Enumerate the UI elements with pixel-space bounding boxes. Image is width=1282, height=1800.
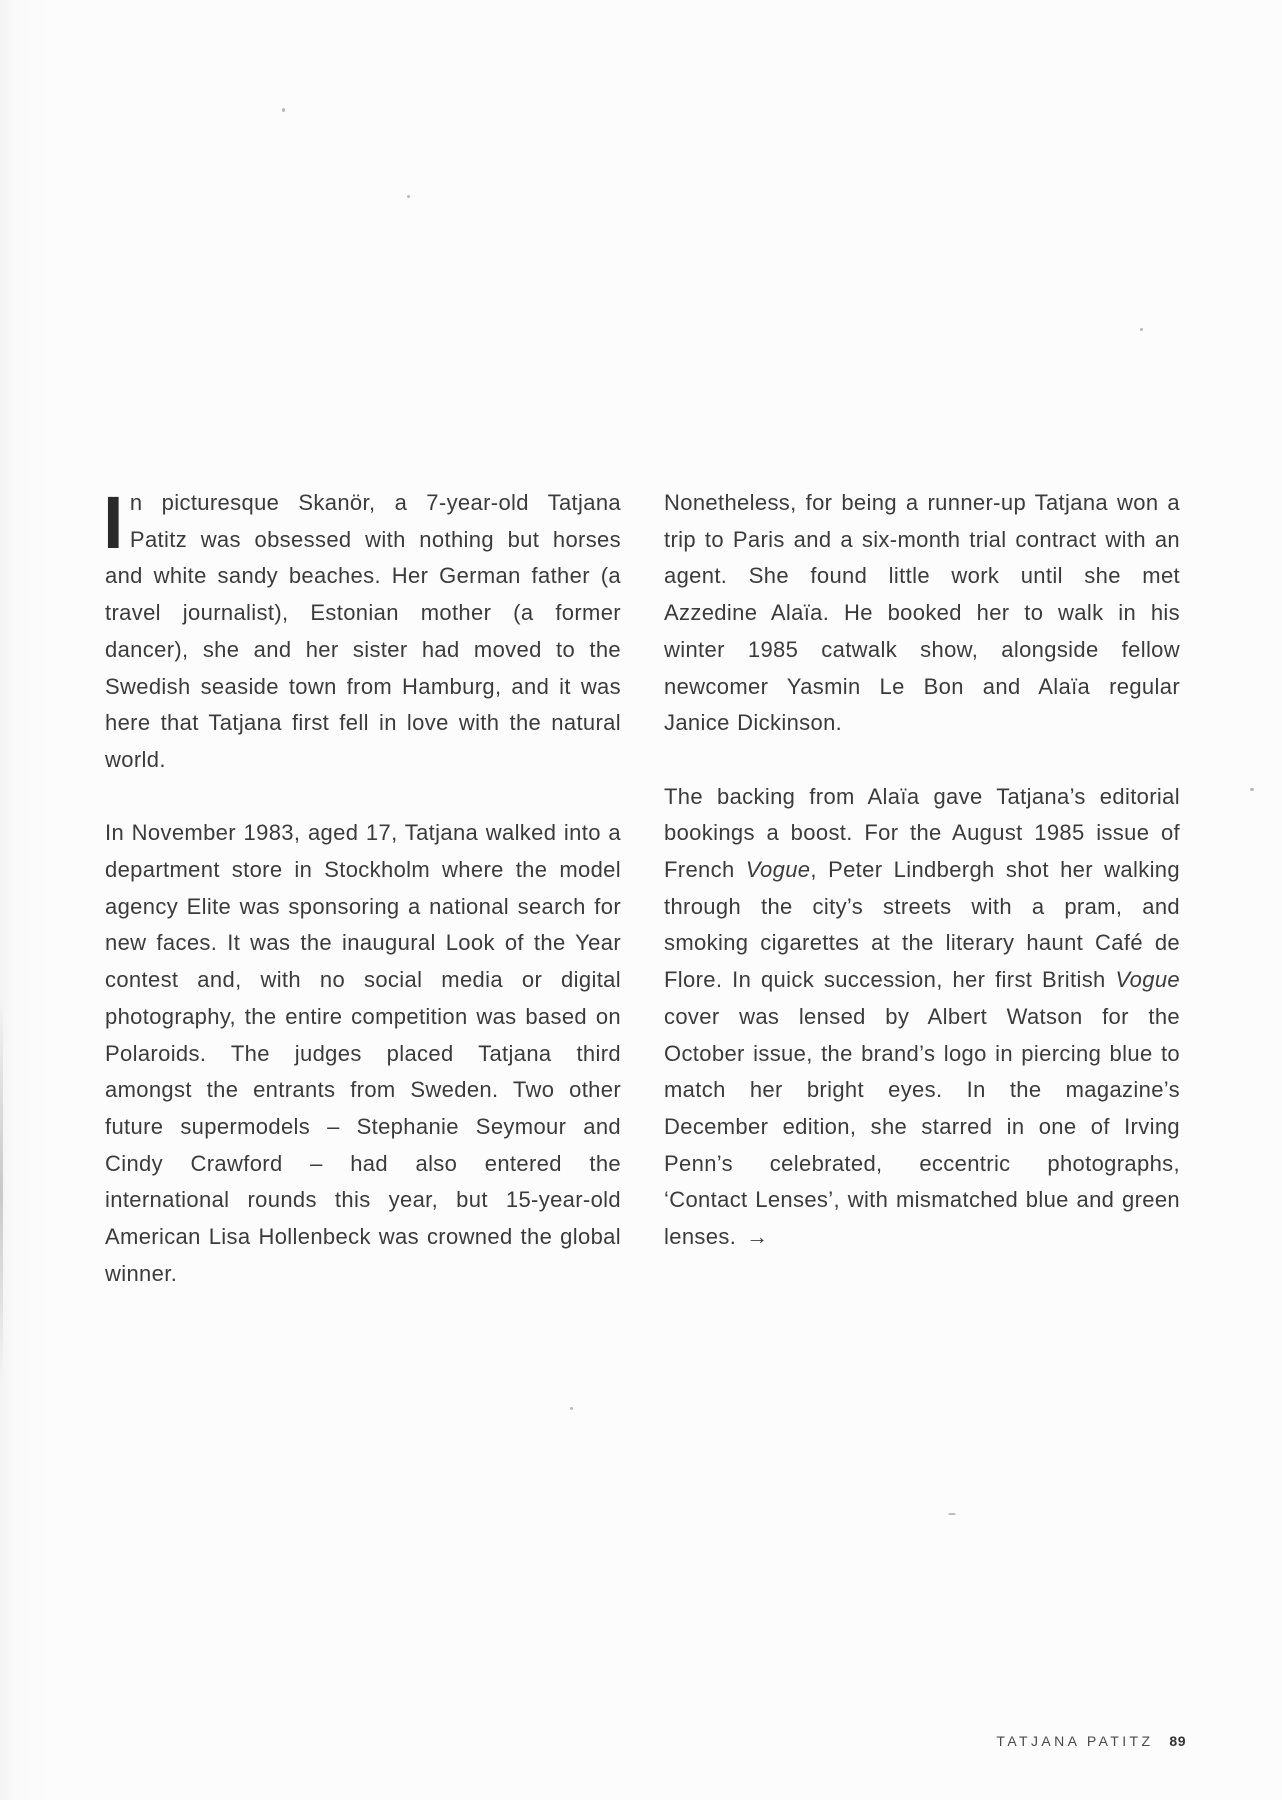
paragraph-look-of-the-year: In November 1983, aged 17, Tatjana walked into a department store in Stockholm where the model agency Elite was sponsoring a national search for new faces. It was the inaugural Look of the Year contest and, with no social media or digital photography, the entire competition was based on Polaroids. The judges placed Tatjana third amongst the entrants from Sweden. Two other future supermodels – Stephanie Seymour and Cindy Crawford – had also entered the international rounds this year, but 15-year-old American Lisa Hollenbeck was crowned the global winner. xyxy=(105,820,621,1286)
paper-speck xyxy=(570,1407,573,1410)
paper-speck xyxy=(407,195,410,198)
vogue-title-italic: Vogue xyxy=(745,857,811,883)
paragraph-intro xyxy=(103,481,621,779)
paper-speck xyxy=(1250,788,1254,791)
continue-arrow-icon: → xyxy=(746,1224,769,1250)
right-text-column xyxy=(664,485,1180,1256)
paper-speck xyxy=(282,108,285,112)
vogue-title-italic-2: Vogue xyxy=(1115,967,1180,993)
page-footer xyxy=(940,1733,1186,1749)
paper-speck xyxy=(1140,328,1143,331)
paragraph-paris: Nonetheless, for being a runner-up Tatjana won a trip to Paris and a six-month trial contract with an agent. She found little work until she met Azzedine Alaïa. He booked her to walk in his winter 1985 catwalk show, alongside fellow newcomer Yasmin Le Bon and Alaïa regular Janice Dickinson. xyxy=(664,490,1180,736)
vogue-text-part-1: The backing from Alaïa gave Tatjana’s editorial bookings a boost. For the August 1985 issue of French xyxy=(664,783,1180,883)
running-title: TATJANA PATITZ xyxy=(996,1733,1154,1749)
left-text-column xyxy=(103,481,621,1292)
page-number: 89 xyxy=(1169,1733,1186,1749)
vogue-text-part-2: , Peter Lindbergh shot her walking through the city’s streets with a pram, and smoking cigarettes at the literary haunt Café de Flore. In quick succession, her first British xyxy=(664,857,1180,993)
drop-cap: I xyxy=(103,481,124,564)
paragraph-intro-text: n picturesque Skanör, a 7-year-old Tatjana Patitz was obsessed with nothing but horses and white sandy beaches. Her German father (a travel journalist), Estonian mother (a former dancer), she and her sister had moved to the Swedish seaside town from Hamburg, and it was here that Tatjana first fell in love with the natural world. xyxy=(105,490,621,772)
vogue-text-part-3: cover was lensed by Albert Watson for the October issue, the brand’s logo in piercing blue to match her bright eyes. In the magazine’s December edition, she starred in one of Irving Penn’s celebrated, eccentric photographs, ‘Contact Lenses’, with mismatched blue and green lenses. xyxy=(664,1003,1180,1250)
paragraph-vogue xyxy=(664,779,1180,1256)
page-edge-shadow xyxy=(0,1000,3,1380)
paper-speck xyxy=(948,1513,956,1515)
